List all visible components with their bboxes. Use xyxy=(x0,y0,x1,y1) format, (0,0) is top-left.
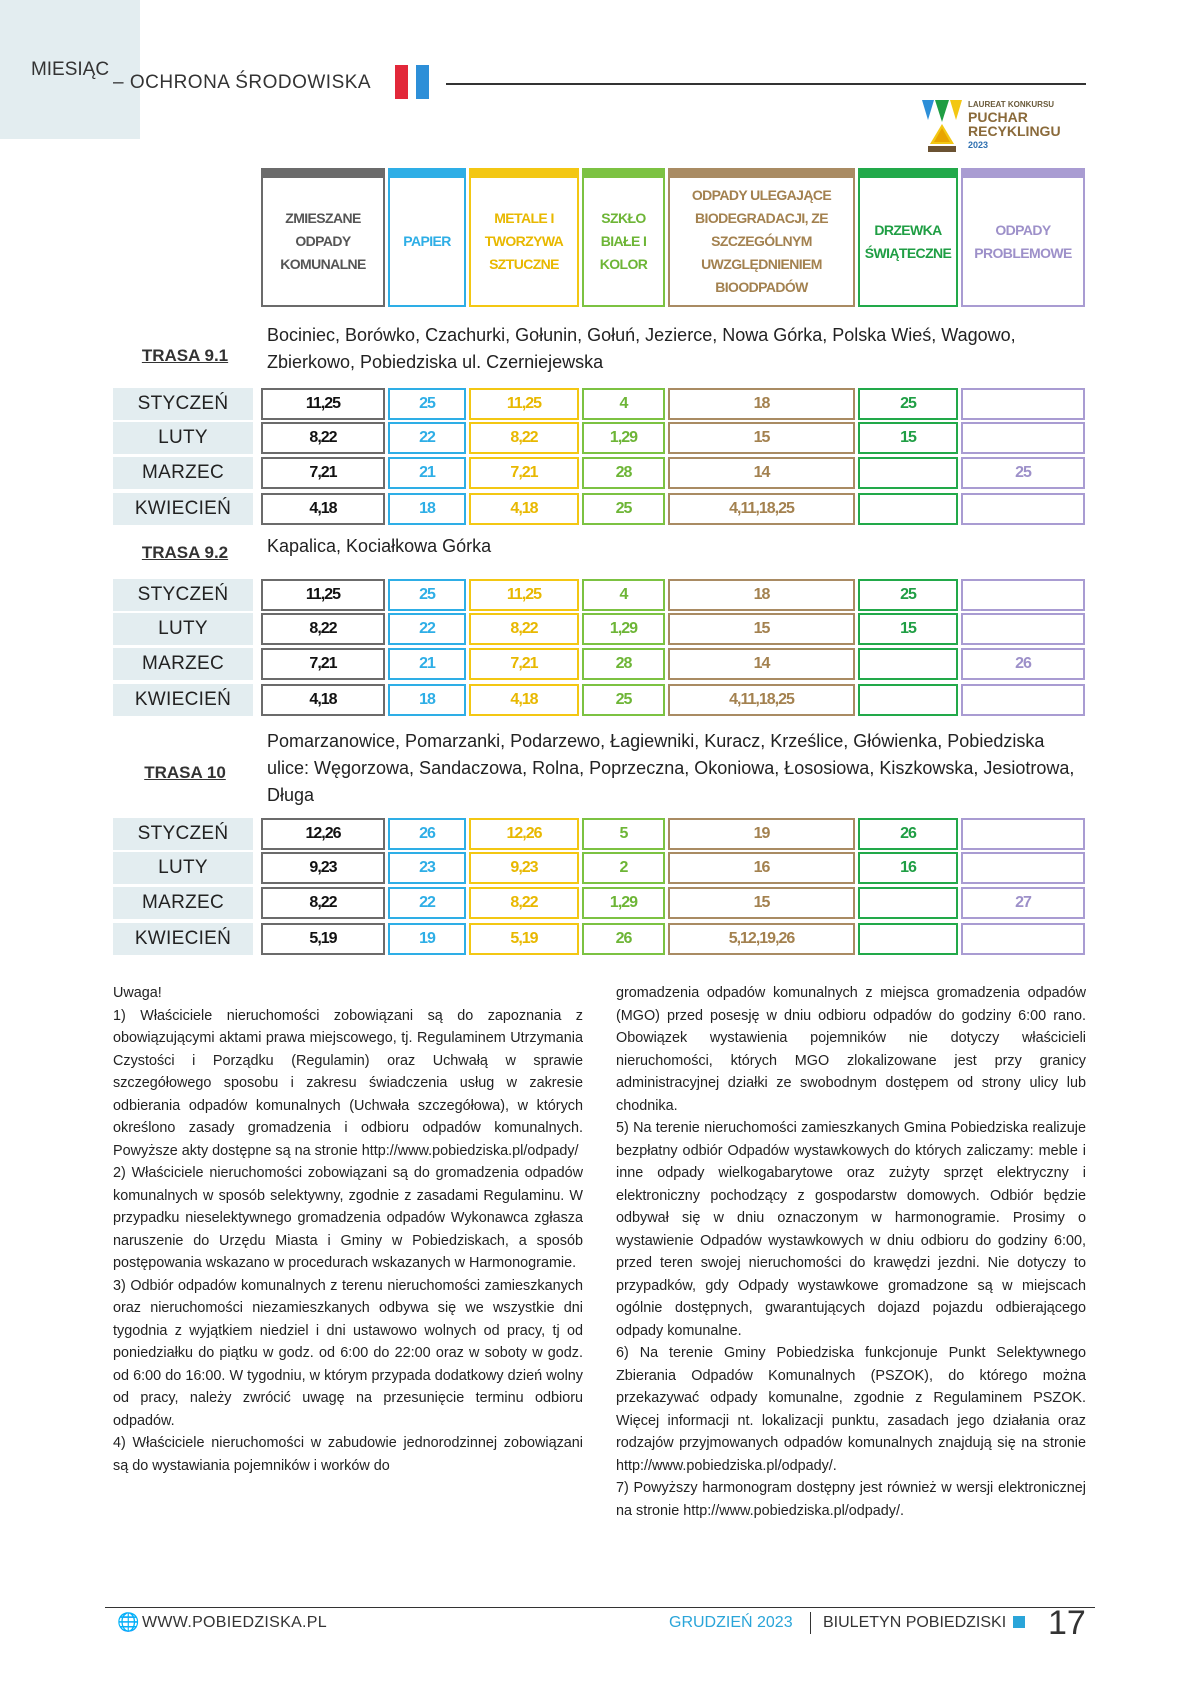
schedule-cell: 8,22 xyxy=(261,422,385,454)
schedule-cell: 8,22 xyxy=(261,613,385,645)
red-bar-decoration xyxy=(395,65,408,99)
schedule-cell: 25 xyxy=(858,388,958,420)
globe-icon: 🌐 xyxy=(117,1612,140,1632)
schedule-cell xyxy=(858,923,958,955)
schedule-cell: 26 xyxy=(582,923,665,955)
schedule-cell: 15 xyxy=(668,613,855,645)
month-cell: LUTY xyxy=(113,613,253,645)
schedule-cell: 21 xyxy=(388,648,466,680)
schedule-cell: 1,29 xyxy=(582,887,665,919)
schedule-cell: 11,25 xyxy=(469,388,579,420)
schedule-cell: 5,19 xyxy=(469,923,579,955)
schedule-cell: 2 xyxy=(582,852,665,884)
schedule-cell xyxy=(961,923,1085,955)
route-label: TRASA 9.2 xyxy=(141,543,229,562)
recycling-cup-logo xyxy=(920,98,1080,158)
schedule-cell xyxy=(961,388,1085,420)
schedule-cell: 12,26 xyxy=(469,818,579,850)
route-locations: Bociniec, Borówko, Czachurki, Gołunin, Gołuń, Jezierce, Nowa Górka, Polska Wieś, Wagowo, Zbierkowo, Pobiedziska ul. Czerniejewska xyxy=(267,325,1016,372)
notes-paragraph: 6) Na terenie Gminy Pobiedziska funkcjonuje Punkt Selektywnego Zbierania Odpadów Komunalnych (PSZOK), do którego można przekazywać odpady komunalne, zgodnie z Regulaminem PSZOK. Więcej informacji nt. lokalizacji punktu, zasadach jego działania oraz rodzajów przyjmowanych odpadów komunalnych znajdują się na stronie http://www.pobiedziska.pl/odpady/. xyxy=(616,1345,1086,1474)
schedule-cell: 7,21 xyxy=(469,648,579,680)
footer-accent-square xyxy=(1013,1616,1025,1628)
column-header: ZMIESZANE ODPADY KOMUNALNE xyxy=(261,168,385,307)
month-cell: LUTY xyxy=(113,852,253,884)
schedule-cell: 4 xyxy=(582,579,665,611)
schedule-cell: 19 xyxy=(388,923,466,955)
notes-paragraph: 7) Powyższy harmonogram dostępny jest również w wersji elektronicznej na stronie http://www.pobiedziska.pl/odpady/. xyxy=(616,1480,1086,1519)
schedule-cell: 8,22 xyxy=(261,887,385,919)
schedule-cell: 16 xyxy=(668,852,855,884)
page-number: 17 xyxy=(1048,1604,1086,1642)
schedule-cell xyxy=(961,818,1085,850)
schedule-cell: 15 xyxy=(858,613,958,645)
footer-publication: BIULETYN POBIEDZISKI xyxy=(823,1614,1007,1631)
schedule-cell: 15 xyxy=(668,887,855,919)
schedule-cell: 19 xyxy=(668,818,855,850)
schedule-cell: 4,18 xyxy=(261,493,385,525)
schedule-cell: 5 xyxy=(582,818,665,850)
schedule-cell xyxy=(858,887,958,919)
column-header: METALE I TWORZYWA SZTUCZNE xyxy=(469,168,579,307)
schedule-cell: 22 xyxy=(388,887,466,919)
schedule-cell: 9,23 xyxy=(469,852,579,884)
schedule-cell: 4,11,18,25 xyxy=(668,684,855,716)
column-header: DRZEWKA ŚWIĄTECZNE xyxy=(858,168,958,307)
schedule-cell xyxy=(961,493,1085,525)
notes-paragraph: 5) Na terenie nieruchomości zamieszkanych Gmina Pobiedziska realizuje bezpłatny odbiór Odpadów wystawkowych do których zaliczamy: meble i inne odpady wielkogabarytowe oraz zużyty sprzęt elektryczny i elektroniczny pochodzący z gospodarstw domowych. Odbiór będzie odbywał się w dniu oznaczonym w harmonogramie. Prosimy o wystawienie Odpadów wystawkowych w dniu odbioru do godziny 6:00, przed teren swojej nieruchomości do krawędzi jezdni. Nie dotyczy to przypadków, gdy Odpady wystawkowe gromadzone są w miejscach ogólnie dostępnych, gwarantujących dojazd pojazdu odbierającego odpady komunalne. xyxy=(616,1120,1086,1339)
schedule-cell: 18 xyxy=(668,579,855,611)
column-header: ODPADY PROBLEMOWE xyxy=(961,168,1085,307)
month-cell: KWIECIEŃ xyxy=(113,923,253,955)
route-label: TRASA 10 xyxy=(144,763,226,782)
logo-line-4: 2023 xyxy=(968,140,989,150)
month-cell: STYCZEŃ xyxy=(113,579,253,611)
schedule-cell: 5,12,19,26 xyxy=(668,923,855,955)
month-cell: MARZEC xyxy=(113,648,253,680)
schedule-cell: 23 xyxy=(388,852,466,884)
schedule-cell: 15 xyxy=(858,422,958,454)
schedule-cell xyxy=(961,684,1085,716)
schedule-cell: 26 xyxy=(961,648,1085,680)
month-column-header: MIESIĄC xyxy=(0,0,140,139)
schedule-cell: 4,18 xyxy=(469,493,579,525)
schedule-cell xyxy=(858,457,958,489)
notes-right-column xyxy=(616,982,1086,1522)
schedule-cell: 22 xyxy=(388,613,466,645)
schedule-cell: 11,25 xyxy=(261,579,385,611)
schedule-cell: 8,22 xyxy=(469,613,579,645)
blue-bar-decoration xyxy=(416,65,429,99)
schedule-cell: 18 xyxy=(668,388,855,420)
schedule-cell: 25 xyxy=(582,493,665,525)
schedule-cell: 11,25 xyxy=(469,579,579,611)
header-rule xyxy=(446,83,1086,85)
schedule-cell xyxy=(858,493,958,525)
schedule-cell: 26 xyxy=(388,818,466,850)
column-header: SZKŁO BIAŁE I KOLOR xyxy=(582,168,665,307)
schedule-cell xyxy=(961,613,1085,645)
logo-line-1: LAUREAT KONKURSU xyxy=(968,100,1055,109)
column-header: ODPADY ULEGAJĄCE BIODEGRADACJI, ZE SZCZEGÓLNYM UWZGLĘDNIENIEM BIOODPADÓW xyxy=(668,168,855,307)
month-cell: LUTY xyxy=(113,422,253,454)
schedule-cell: 25 xyxy=(582,684,665,716)
section-title: – OCHRONA ŚRODOWISKA xyxy=(113,72,372,93)
schedule-cell: 25 xyxy=(858,579,958,611)
notes-paragraph: Uwaga! xyxy=(113,985,162,1001)
notes-left-column xyxy=(113,982,583,1477)
notes-paragraph: 4) Właściciele nieruchomości w zabudowie jednorodzinnej zobowiązani są do wystawiania pojemników i worków do xyxy=(113,1435,583,1474)
footer-rule xyxy=(105,1607,1095,1608)
schedule-cell: 7,21 xyxy=(261,648,385,680)
schedule-cell: 7,21 xyxy=(469,457,579,489)
route-label: TRASA 9.1 xyxy=(141,346,229,365)
schedule-cell: 25 xyxy=(388,579,466,611)
month-cell: STYCZEŃ xyxy=(113,388,253,420)
schedule-cell: 8,22 xyxy=(469,422,579,454)
schedule-cell: 14 xyxy=(668,648,855,680)
route-locations: Pomarzanowice, Pomarzanki, Podarzewo, Łagiewniki, Kuracz, Krześlice, Główienka, Pobiedziska ulice: Węgorzowa, Sandaczowa, Rolna, Poprzeczna, Okoniowa, Łososiowa, Kiszkowska, Jesiotrowa, Długa xyxy=(267,731,1075,805)
month-cell: KWIECIEŃ xyxy=(113,493,253,525)
notes-paragraph: 3) Odbiór odpadów komunalnych z terenu nieruchomości zamieszkanych oraz nieruchomości niezamieszkanych odbywa się we wszystkie dni tygodnia z wyjątkiem niedziel i dni ustawowo wolnych od pracy, tj od poniedziałku do piątku w godz. od 6:00 do 22:00 oraz w soboty w godz. od 6:00 do 16:00. W tygodniu, w którym przypada dodatkowy dzień wolny od pracy, należy zwrócić uwagę na przesunięcie terminu odbioru odpadów. xyxy=(113,1277,583,1429)
schedule-cell xyxy=(961,852,1085,884)
schedule-cell xyxy=(858,684,958,716)
footer-separator xyxy=(810,1612,811,1634)
month-cell: KWIECIEŃ xyxy=(113,684,253,716)
schedule-cell: 28 xyxy=(582,457,665,489)
schedule-cell: 11,25 xyxy=(261,388,385,420)
schedule-cell: 4,18 xyxy=(469,684,579,716)
schedule-cell: 26 xyxy=(858,818,958,850)
schedule-cell: 16 xyxy=(858,852,958,884)
route-locations: Kapalica, Kociałkowa Górka xyxy=(267,536,492,556)
footer-website[interactable]: WWW.POBIEDZISKA.PL xyxy=(142,1614,327,1631)
schedule-cell: 15 xyxy=(668,422,855,454)
schedule-cell: 9,23 xyxy=(261,852,385,884)
column-header: PAPIER xyxy=(388,168,466,307)
notes-paragraph: 2) Właściciele nieruchomości zobowiązani są do gromadzenia odpadów komunalnych w sposób selektywny, zgodnie z zasadami Regulaminu. W przypadku nieselektywnego gromadzenia odpadów Wykonawca zgłasza naruszenie do Urzędu Miasta i Gminy w Pobiedziskach, a sposób postępowania wskazano w procedurach wskazanych w Harmonogramie. xyxy=(113,1165,583,1271)
schedule-cell: 4,18 xyxy=(261,684,385,716)
logo-line-3: RECYKLINGU xyxy=(968,123,1061,139)
schedule-cell: 1,29 xyxy=(582,613,665,645)
schedule-cell: 8,22 xyxy=(469,887,579,919)
month-cell: MARZEC xyxy=(113,457,253,489)
month-cell: MARZEC xyxy=(113,887,253,919)
schedule-cell: 12,26 xyxy=(261,818,385,850)
schedule-cell xyxy=(858,648,958,680)
schedule-cell xyxy=(961,579,1085,611)
footer-date: GRUDZIEŃ 2023 xyxy=(669,1614,793,1631)
notes-paragraph: gromadzenia odpadów komunalnych z miejsca gromadzenia odpadów (MGO) przed posesję w dniu odbioru odpadów do godziny 6:00 rano. Obowiązek wystawienia pojemników nie dotyczy właścicieli nieruchomości, których MGO zlokalizowane jest przy granicy administracyjnej działki ze swobodnym dostępem od strony ulicy lub chodnika. xyxy=(616,985,1086,1114)
schedule-cell xyxy=(961,422,1085,454)
schedule-cell: 18 xyxy=(388,493,466,525)
schedule-cell: 22 xyxy=(388,422,466,454)
month-cell: STYCZEŃ xyxy=(113,818,253,850)
notes-paragraph: 1) Właściciele nieruchomości zobowiązani są do zapoznania z obowiązującymi aktami prawa miejscowego, tj. Regulaminem Utrzymania Czystości i Porządku (Regulamin) oraz Uchwałą w sprawie szczegółowego sposobu i zakresu świadczenia usług w zakresie odbierania odpadów komunalnych (Uchwała szczegółowa), w których określono zasady gromadzenia i odbioru odpadów komunalnych. Powyższe akty dostępne są na stronie http://www.pobiedziska.pl/odpady/ xyxy=(113,1007,583,1159)
schedule-cell: 4 xyxy=(582,388,665,420)
schedule-cell: 28 xyxy=(582,648,665,680)
schedule-cell: 1,29 xyxy=(582,422,665,454)
schedule-cell: 21 xyxy=(388,457,466,489)
schedule-cell: 4,11,18,25 xyxy=(668,493,855,525)
schedule-cell: 27 xyxy=(961,887,1085,919)
schedule-cell: 7,21 xyxy=(261,457,385,489)
schedule-cell: 14 xyxy=(668,457,855,489)
logo-line-2: PUCHAR xyxy=(968,109,1028,125)
schedule-cell: 18 xyxy=(388,684,466,716)
schedule-cell: 25 xyxy=(388,388,466,420)
schedule-cell: 25 xyxy=(961,457,1085,489)
trophy-icon xyxy=(920,98,964,156)
schedule-cell: 5,19 xyxy=(261,923,385,955)
